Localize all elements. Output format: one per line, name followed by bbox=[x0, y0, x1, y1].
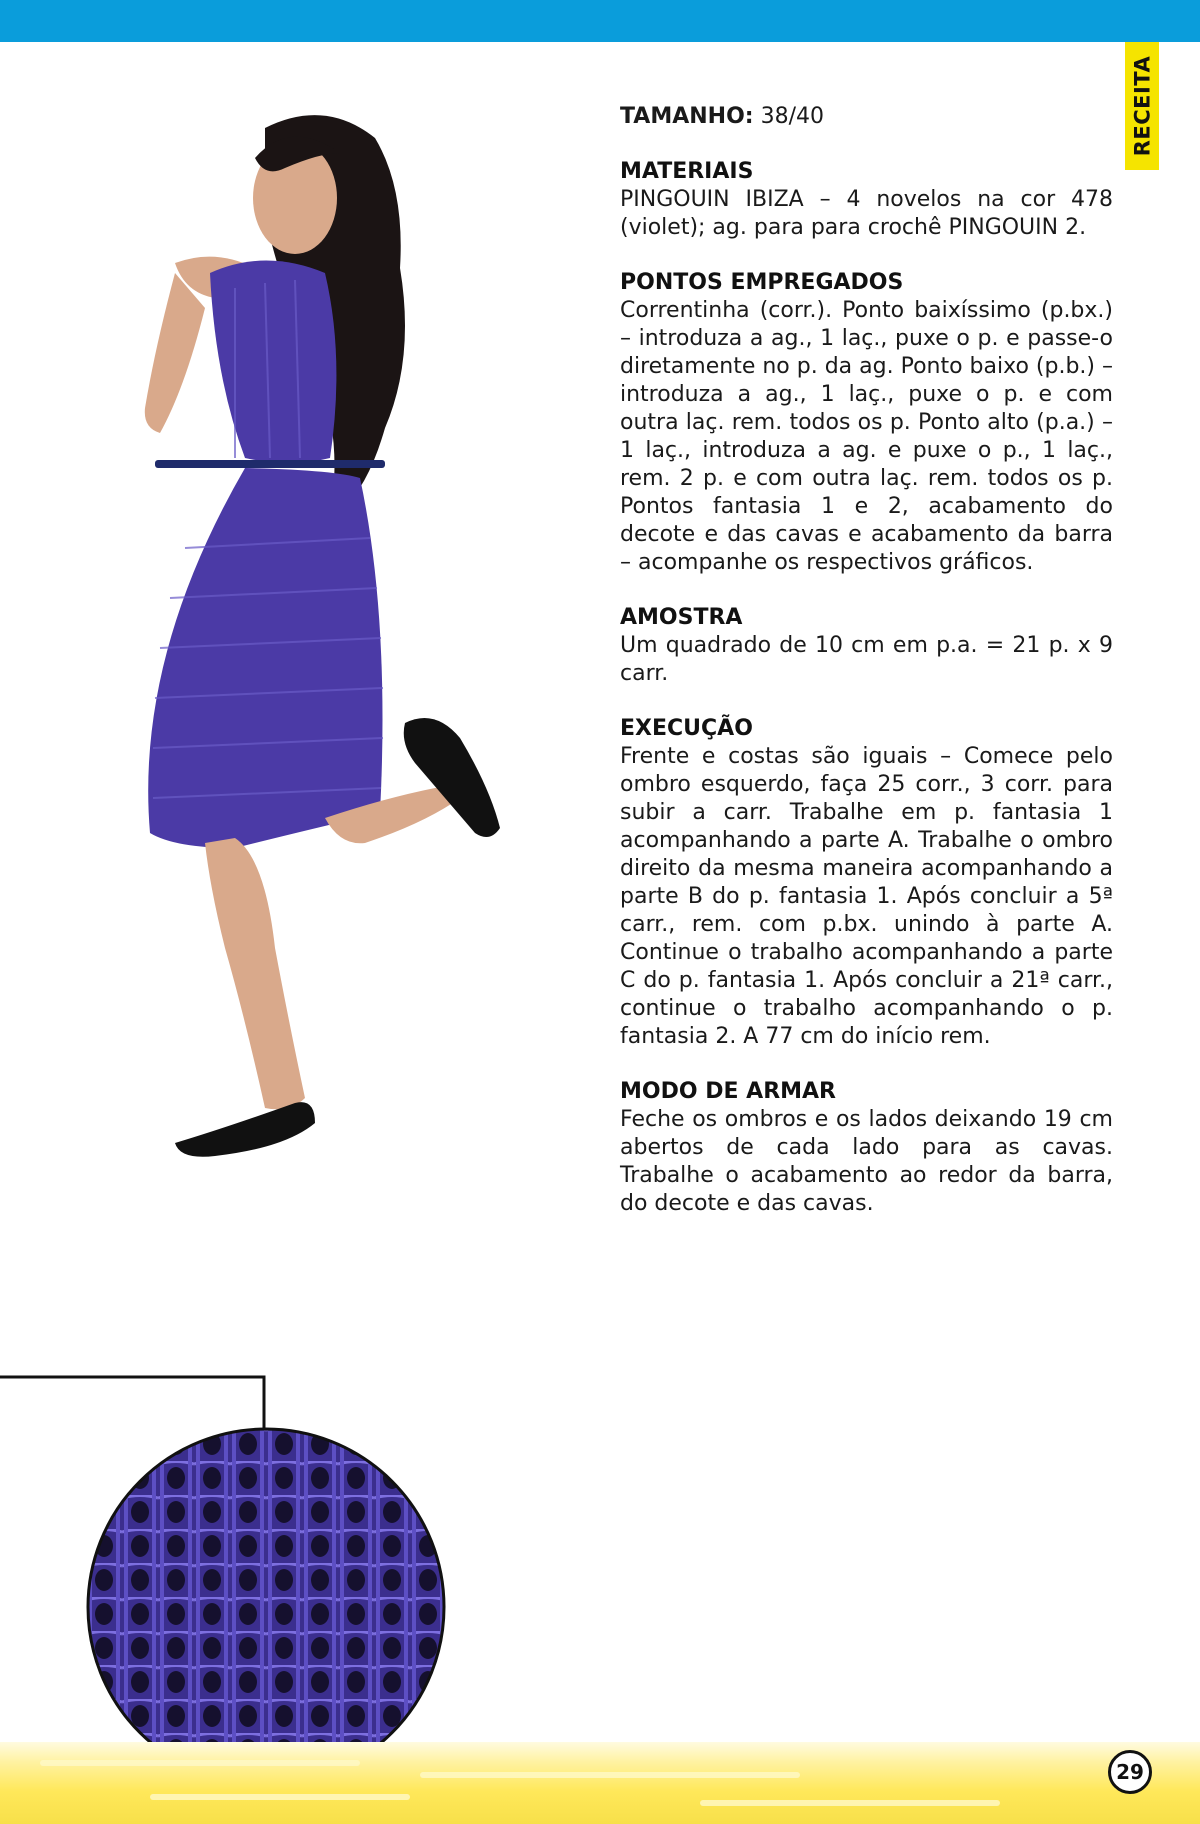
section-heading: AMOSTRA bbox=[620, 605, 743, 630]
top-color-bar bbox=[0, 0, 1200, 42]
gauge-section bbox=[620, 604, 1113, 688]
page-number: 29 bbox=[1108, 1750, 1152, 1794]
stitches-section bbox=[620, 269, 1113, 577]
section-body: Feche os ombros e os lados deixando 19 cm abertos de cada lado para as cavas. Trabalhe o acabamento ao redor da barra, do decote e das cavas. bbox=[620, 1107, 1113, 1216]
recipe-text bbox=[620, 103, 1113, 1218]
section-heading: MODO DE ARMAR bbox=[620, 1079, 836, 1104]
section-heading: EXECUÇÃO bbox=[620, 716, 753, 741]
stitch-closeup-photo bbox=[86, 1427, 446, 1787]
section-heading: PONTOS EMPREGADOS bbox=[620, 270, 904, 295]
section-tab-label: RECEITA bbox=[1130, 55, 1155, 157]
size-label: TAMANHO: bbox=[620, 104, 754, 129]
size-value: 38/40 bbox=[760, 104, 824, 129]
materials-section bbox=[620, 158, 1113, 242]
execution-section bbox=[620, 715, 1113, 1051]
callout-line bbox=[0, 1375, 268, 1433]
size-line bbox=[620, 103, 1113, 131]
assembly-section bbox=[620, 1078, 1113, 1218]
section-body: PINGOUIN IBIZA – 4 novelos na cor 478 (violet); ag. para para crochê PINGOUIN 2. bbox=[620, 187, 1113, 240]
section-heading: MATERIAIS bbox=[620, 159, 754, 184]
footer-band bbox=[0, 1742, 1200, 1824]
model-photo bbox=[115, 98, 595, 1238]
section-tab bbox=[1125, 42, 1159, 170]
section-body: Frente e costas são iguais – Comece pelo ombro esquerdo, faça 25 corr., 3 corr. para subir a carr. Trabalhe em p. fantasia 1 acompanhando a parte A. Trabalhe o ombro direito da mesma maneira acompanhando a parte B do p. fantasia 1. Após concluir a 5ª carr., rem. com p.bx. unindo à parte A. Continue o trabalho acompanhando a parte C do p. fantasia 1. Após concluir a 21ª carr., continue o trabalho acompanhando o p. fantasia 2. A 77 cm do início rem. bbox=[620, 744, 1113, 1049]
section-body: Um quadrado de 10 cm em p.a. = 21 p. x 9 carr. bbox=[620, 633, 1113, 686]
section-body: Correntinha (corr.). Ponto baixíssimo (p.bx.) – introduza a ag., 1 laç., puxe o p. e passe-o diretamente no p. da ag. Ponto baixo (p.b.) – introduza a ag., 1 laç., puxe o p. e com outra laç. rem. todos os p. Ponto alto (p.a.) – 1 laç., introduza a ag. e puxe o p., 1 laç., rem. 2 p. e com outra laç. rem. todos os p. Pontos fantasia 1 e 2, acabamento do decote e das cavas e acabamento da barra – acompanhe os respectivos gráficos. bbox=[620, 298, 1113, 575]
